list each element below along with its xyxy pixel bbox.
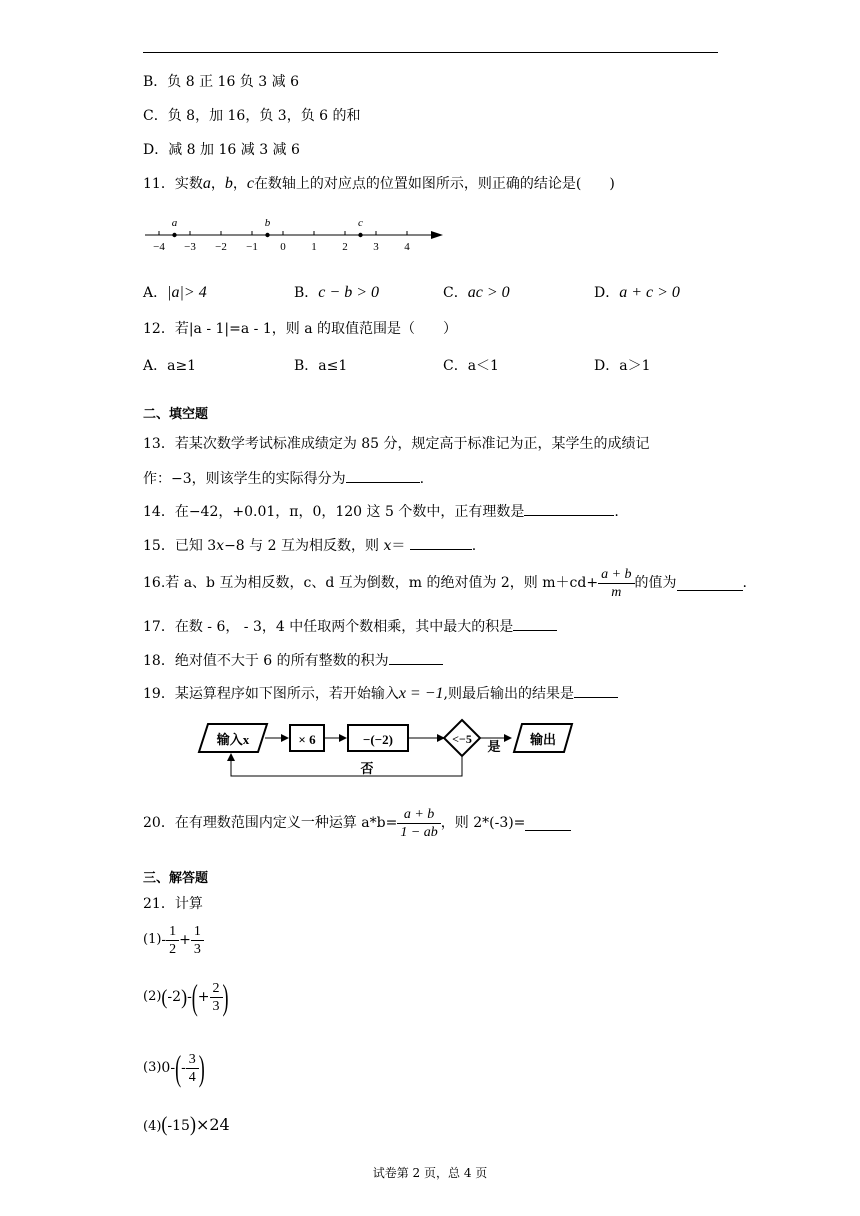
q16-blank[interactable] [677,576,743,591]
q18-blank[interactable] [389,650,443,665]
page-footer: 试卷第 2 页，总 4 页 [372,1166,488,1180]
q20: 20．在有理数范围内定义一种运算 a*b= $\frac{a + b}{1 - ab}$ ，则 2*(-3)= [143,803,571,843]
q16-fraction: $\frac{a + b}{m}$ [598,566,634,601]
q11-option-b: B．c − b > 0 [294,284,379,301]
axis-tick-label: −4 [153,241,165,253]
number-line-figure [140,210,450,254]
q19: 19．某运算程序如下图所示，若开始输入x = −1,则最后输出的结果是 [143,683,618,703]
q10-option-b: B．负 8 正 16 负 3 减 6 [143,74,299,90]
axis-tick-label: 1 [311,241,317,253]
q11-stem: 11．实数a，b，c在数轴上的对应点的位置如图所示，则正确的结论是( ) [143,175,615,192]
header-rule [143,52,718,53]
input-label: 输入x [216,732,250,747]
point-a [172,233,176,237]
point-label-c: c [358,217,363,229]
q18: 18．绝对值不大于 6 的所有整数的积为 [143,650,443,670]
q13-line1: 13．若某次数学考试标准成绩定为 85 分，规定高于标准记为正，某学生的成绩记 [143,436,650,452]
q21-part3: (3)0-(- $\frac{3}{4}$ ) [143,1048,205,1088]
q12-option-d: D．a＞1 [594,358,651,374]
flowchart-figure [195,716,580,782]
axis-tick-label: 2 [342,241,348,253]
q15: 15．已知 3x−8 与 2 互为相反数，则 x＝ . [143,535,476,555]
q17-blank[interactable] [513,616,557,631]
axis-tick-label: 3 [373,241,379,253]
q12-option-b: B．a≤1 [294,358,348,374]
q21-part1: (1)- $\frac{1}{2}$ + $\frac{1}{3}$ [143,920,204,960]
times-six-label: × 6 [298,732,316,747]
q13-blank[interactable] [346,468,420,483]
condition-label: <−5 [452,732,472,746]
axis-tick-label: −3 [184,241,196,253]
point-c [358,233,362,237]
q21-part2: (2)(-2)-(+ $\frac{2}{3}$ ) [143,977,229,1017]
q10-option-d: D．减 8 加 16 减 3 减 6 [143,142,300,158]
axis-tick-label: −1 [246,241,258,253]
q15-blank[interactable] [410,535,472,550]
q21-title: 21．计算 [143,896,203,912]
axis-tick-label: −2 [215,241,227,253]
q10-option-c: C．负 8，加 16，负 3，负 6 的和 [143,108,361,124]
yes-label: 是 [487,739,501,754]
section-fill-in-title: 二、填空题 [143,407,209,422]
q13-line2: 作：−3，则该学生的实际得分为 . [143,468,424,488]
q19-blank[interactable] [574,683,618,698]
point-b [265,233,269,237]
section-answer-title: 三、解答题 [143,871,209,886]
q14-blank[interactable] [524,501,614,516]
q21-part4: (4)(-15)×24 [143,1112,230,1136]
q14: 14．在−42，+0.01，π，0，120 这 5 个数中，正有理数是 . [143,501,619,521]
q16: 16.若 a、b 互为相反数，c、d 互为倒数，m 的绝对值为 2，则 m＋cd+ $\frac{a + b}{m}$ 的值为 . [143,566,747,600]
q17: 17．在数 - 6， - 3，4 中任取两个数相乘，其中最大的积是 [143,616,557,636]
q11-option-c: C．ac > 0 [443,284,510,301]
q20-blank[interactable] [525,816,571,831]
q12-option-c: C．a＜1 [443,358,499,374]
point-label-b: b [264,217,271,229]
q11-option-d: D．a + c > 0 [594,284,680,301]
q12-option-a: A．a≥1 [143,358,197,374]
axis-tick-label: 0 [280,241,286,253]
no-label: 否 [360,761,374,776]
q11-option-a: A．|a|> 4 [143,284,207,301]
output-label: 输出 [529,732,557,747]
q20-fraction: $\frac{a + b}{1 - ab}$ [397,806,440,841]
point-label-a: a [171,217,178,229]
axis-tick-label: 4 [404,241,410,253]
minus-neg-two-label: −(−2) [363,732,393,747]
q12-stem: 12．若|a - 1|=a - 1，则 a 的取值范围是（ ） [143,321,457,337]
